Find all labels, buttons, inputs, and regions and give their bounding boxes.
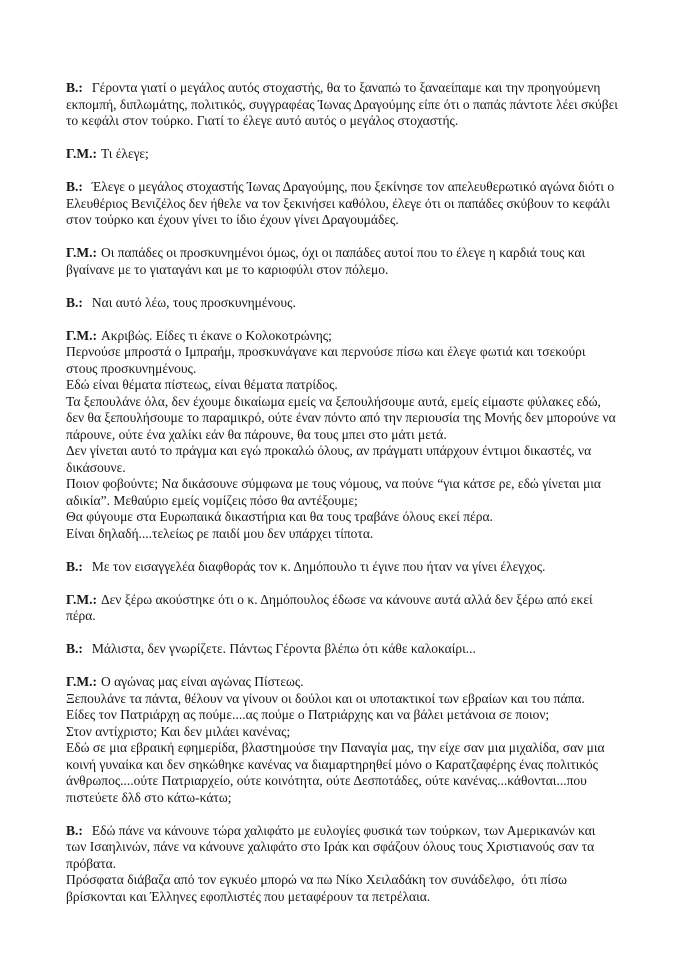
text-line: Εδώ πάνε να κάνουνε τώρα χαλιφάτο με ευλογίες φυσικά των τούρκων, των Αμερικανών και των Ισαηλινών, πάνε να κάνουνε χαλιφάτο στο Ιράκ και σφάζουν όλους τους Χριστιανούς σαν τα πρόβατα.	[66, 822, 599, 871]
text-line: Μάλιστα, δεν γνωρίζετε. Πάντως Γέροντα βλέπω ότι κάθε καλοκαίρι...	[91, 641, 476, 656]
text-line: Στον αντίχριστο; Και δεν μιλάει κανένας;	[66, 723, 291, 739]
text-line: Εδώ σε μια εβραική εφημερίδα, βλαστημούσε την Παναγία μας, την είχε σαν μια μιχαλίδα, σαν μια κοινή γυναίκα και δεν σηκώθηκε κανένας να διαμαρτηρηθεί μόνο ο Καρατζαφέρης ένας πολιτικός άνθρωπος....ούτε Πατριαρχείο, ούτε κοινότητα, ούτε Δεσποτάδες, ούτε κανένας...κάθονται...που πιστεύετε δλδ στο κάτω-κάτω;	[66, 740, 608, 805]
text-line: Τι έλεγε;	[100, 146, 149, 161]
text-line: Θα φύγουμε στα Ευρωπαικά δικαστήρια και θα τους τραβάνε όλους εκεί πέρα.	[66, 509, 493, 524]
text-line: Είδες τον Πατριάρχη ας πούμε....ας πούμε ο Πατριάρχης και να βάλει μετάνοια σε ποιον;	[66, 707, 550, 722]
text-line: Δεν γίνεται αυτό το πράγμα και εγώ προκαλώ όλους, αν πράγματι υπάρχουν έντιμοι δικαστές, να δικάσουνε.	[66, 443, 595, 475]
speaker-label: Γ.Μ.:	[66, 591, 97, 607]
paragraph	[66, 295, 618, 312]
speaker-label: Β.:	[66, 822, 83, 838]
paragraph	[66, 80, 622, 130]
text-line: Εδώ είναι θέματα πίστεως, είναι θέματα πατρίδος.	[66, 377, 338, 392]
text-line: Ακριβώς. Είδες τι έκανε ο Κολοκοτρώνης;	[100, 327, 332, 343]
text-line: Τα ξεπουλάνε όλα, δεν έχουμε δικαίωμα εμείς να ξεπουλήσουμε αυτά, εμείς είμαστε φύλακες εδώ, δεν θα ξεπουλήσουμε το παραμικρό, ούτε έναν πόντο από την περιουσία της Μονής δεν μπορούνε να πάρουνε, ούτε ένα χαλίκι εάν θα πάρουνε, θα τους μπει στο μάτι μετά.	[66, 393, 620, 442]
speaker-label: Β.:	[66, 179, 83, 194]
speaker-label: Γ.Μ.:	[66, 245, 97, 260]
paragraph	[66, 146, 618, 163]
transcript	[66, 80, 622, 922]
text-line: Πρόσφατα διάβαζα από τον εγκυέο μπορώ να πω Νίκο Χειλαδάκη τον συνάδελφο, ότι πίσω βρίσκονται και Έλληνες εφοπλιστές που μεταφέρουν τα πετρέλαια.	[66, 872, 571, 904]
speaker-label: Β.:	[66, 641, 83, 656]
text-line: Ξεπουλάνε τα πάντα, θέλουν να γίνουν οι δούλοι και οι υποτακτικοί των εβραίων και του πάπα.	[66, 690, 585, 706]
text-line: Με τον εισαγγελέα διαφθοράς τον κ. Δημόπουλο τι έγινε που ήταν να γίνει έλεγχος.	[91, 558, 546, 574]
speaker-label: Γ.Μ.:	[66, 327, 97, 343]
speaker-label: Γ.Μ.:	[66, 146, 97, 161]
text-line: Ο αγώνας μας είναι αγώνας Πίστεως.	[100, 674, 304, 689]
speaker-label: Γ.Μ.:	[66, 674, 97, 689]
paragraph	[66, 328, 618, 543]
speaker-label: Β.:	[66, 80, 83, 95]
text-line: Περνούσε μπροστά ο Ιμπραήμ, προσκυνάγανε και περνούσε πίσω και έλεγε φωτιά και τσεκούρι στους προσκυνημένους.	[66, 344, 589, 376]
paragraph	[66, 245, 618, 278]
text-line: Έλεγε ο μεγάλος στοχαστής Ίωνας Δραγούμης, που ξεκίνησε τον απελευθερωτικό αγώνα διότι ο Ελευθέριος Βενιζέλος δεν ήθελε να τον ξεκινήσει καθόλου, έλεγε ότι οι παπάδες σκύβουν το κεφάλι στον τούρκο και έχουν γίνει το ίδιο έχουν γίνει Δραγουμάδες.	[66, 179, 618, 227]
text-line: Δεν ξέρω ακούστηκε ότι ο κ. Δημόπουλος έδωσε να κάνουνε αυτά αλλά δεν ξέρω από εκεί πέρα.	[66, 591, 597, 623]
paragraph	[66, 641, 618, 658]
paragraph	[66, 674, 618, 806]
text-line: Ναι αυτό λέω, τους προσκυνημένους.	[91, 294, 296, 310]
text-line: Γέροντα γιατί ο μεγάλος αυτός στοχαστής, θα το ξαναπώ το ξαναείπαμε και την προηγούμενη εκπομπή, διπλωμάτης, πολιτικός, συγγραφέας Ίωνας Δραγούμης είπε ότι ο παπάς πάντοτε λέει σκύβει το κεφάλι στον τούρκο. Γιατί το έλεγε αυτό αυτός ο μεγάλος στοχαστής.	[66, 80, 622, 128]
paragraph	[66, 823, 618, 906]
speaker-label: Β.:	[66, 294, 83, 310]
text-line: Οι παπάδες οι προσκυνημένοι όμως, όχι οι παπάδες αυτοί που το έλεγε η καρδιά τους και βγαίνανε με το γιαταγάνι και με το καριοφύλι στον πόλεμο.	[66, 245, 589, 277]
text-line: Ποιον φοβούντε; Να δικάσουνε σύμφωνα με τους νόμους, να πούνε “για κάτσε ρε, εδώ γίνεται μια αδικία”. Μεθαύριο εμείς νομίζεις πόσο θα αντέξουμε;	[66, 476, 605, 508]
paragraph	[66, 592, 618, 625]
speaker-label: Β.:	[66, 558, 83, 574]
text-line: Είναι δηλαδή....τελείως ρε παιδί μου δεν υπάρχει τίποτα.	[66, 525, 374, 541]
paragraph	[66, 559, 618, 576]
paragraph	[66, 179, 618, 229]
